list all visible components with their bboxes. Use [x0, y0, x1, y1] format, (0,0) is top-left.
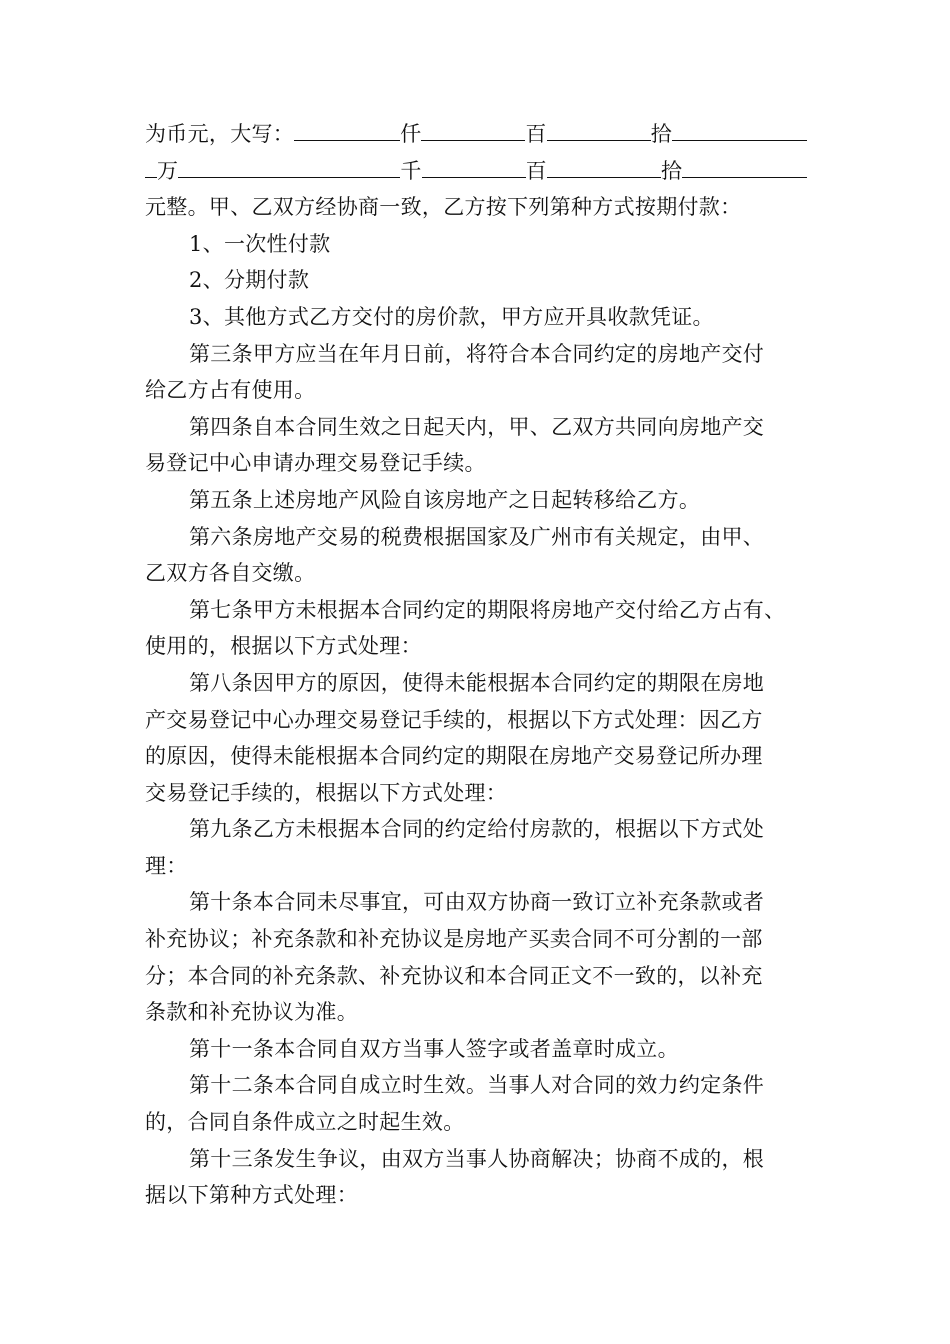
- paragraph-line: 第十三条发生争议，由双方当事人协商解决；协商不成的，根: [189, 1146, 765, 1171]
- paragraph-line: 分；本合同的补充条款、补充协议和本合同正文不一致的，以补充: [145, 963, 763, 988]
- paragraph-line: 使用的，根据以下方式处理：: [145, 634, 422, 659]
- amount-blank: [682, 155, 807, 178]
- amount-blank: [421, 118, 525, 141]
- article-6: [145, 519, 807, 592]
- amount-blank: [294, 118, 400, 141]
- paragraph-line: 条款和补充协议为准。: [145, 1000, 358, 1025]
- amount-blank: [178, 155, 400, 178]
- paragraph-line: 乙双方各自交缴。: [145, 561, 316, 586]
- amount-blank: [422, 155, 526, 178]
- article-7: [145, 592, 807, 665]
- article-5: [145, 482, 807, 519]
- article-9: [145, 811, 807, 884]
- article-8: [145, 665, 807, 811]
- paragraph-line: 第十条本合同未尽事宜，可由双方协商一致订立补充条款或者: [189, 890, 765, 915]
- payment-intro: 元整。甲、乙双方经协商一致，乙方按下列第种方式按期付款：: [145, 195, 742, 220]
- paragraph-line: 第七条甲方未根据本合同约定的期限将房地产交付给乙方占有、: [189, 597, 786, 622]
- amount-blank: [547, 155, 661, 178]
- paragraph-line: 理：: [145, 853, 188, 878]
- paragraph-line: 的原因，使得未能根据本合同约定的期限在房地产交易登记所办理: [145, 744, 763, 769]
- paragraph-line: 第五条上述房地产风险自该房地产之日起转移给乙方。: [189, 487, 701, 512]
- article-11: [145, 1031, 807, 1068]
- amount-prefix: 为币元，大写：: [145, 122, 295, 146]
- paragraph-line: 第八条因甲方的原因，使得未能根据本合同约定的期限在房地: [189, 670, 765, 695]
- amount-line-2: [145, 153, 807, 190]
- article-13: [145, 1141, 807, 1214]
- amount-unit: 仟: [400, 122, 422, 146]
- paragraph-line: 易登记中心申请办理交易登记手续。: [145, 451, 486, 476]
- payment-option: 2、分期付款: [189, 268, 310, 293]
- paragraph-line: 第三条甲方应当在年月日前，将符合本合同约定的房地产交付: [189, 341, 765, 366]
- article-12: [145, 1067, 807, 1140]
- amount-blank: [672, 118, 807, 141]
- paragraph-line: 第四条自本合同生效之日起天内，甲、乙双方共同向房地产交: [189, 414, 765, 439]
- paragraph-line: 第九条乙方未根据本合同的约定给付房款的，根据以下方式处: [189, 817, 765, 842]
- paragraph-line: 产交易登记中心办理交易登记手续的，根据以下方式处理：因乙方: [145, 707, 763, 732]
- amount-unit: 拾: [650, 122, 673, 146]
- amount-unit: 百: [525, 158, 547, 183]
- paragraph-line: 交易登记手续的，根据以下方式处理：: [145, 780, 508, 805]
- paragraph-line: 的，合同自条件成立之时起生效。: [145, 1110, 465, 1135]
- article-3: [145, 336, 807, 409]
- amount-unit: 万: [157, 158, 179, 183]
- paragraph-line: 给乙方占有使用。: [145, 378, 316, 403]
- paragraph-line: 补充协议；补充条款和补充协议是房地产买卖合同不可分割的一部: [145, 927, 763, 952]
- paragraph-line: 第十一条本合同自双方当事人签字或者盖章时成立。: [189, 1036, 679, 1061]
- amount-unit: 千: [400, 158, 422, 183]
- payment-option: 1、一次性付款: [189, 231, 331, 256]
- article-10: [145, 884, 807, 1030]
- contract-body: [145, 116, 807, 1214]
- amount-blank: [145, 155, 157, 178]
- amount-blank: [547, 118, 651, 141]
- payment-option: 3、其他方式乙方交付的房价款，甲方应开具收款凭证。: [189, 304, 714, 329]
- amount-line-1: [145, 116, 807, 153]
- amount-unit: 百: [525, 122, 547, 146]
- paragraph-line: 第十二条本合同自成立时生效。当事人对合同的效力约定条件: [189, 1073, 765, 1098]
- article-4: [145, 409, 807, 482]
- paragraph-line: 第六条房地产交易的税费根据国家及广州市有关规定，由甲、: [189, 524, 765, 549]
- amount-unit: 拾: [660, 158, 683, 183]
- paragraph-line: 据以下第种方式处理：: [145, 1183, 358, 1208]
